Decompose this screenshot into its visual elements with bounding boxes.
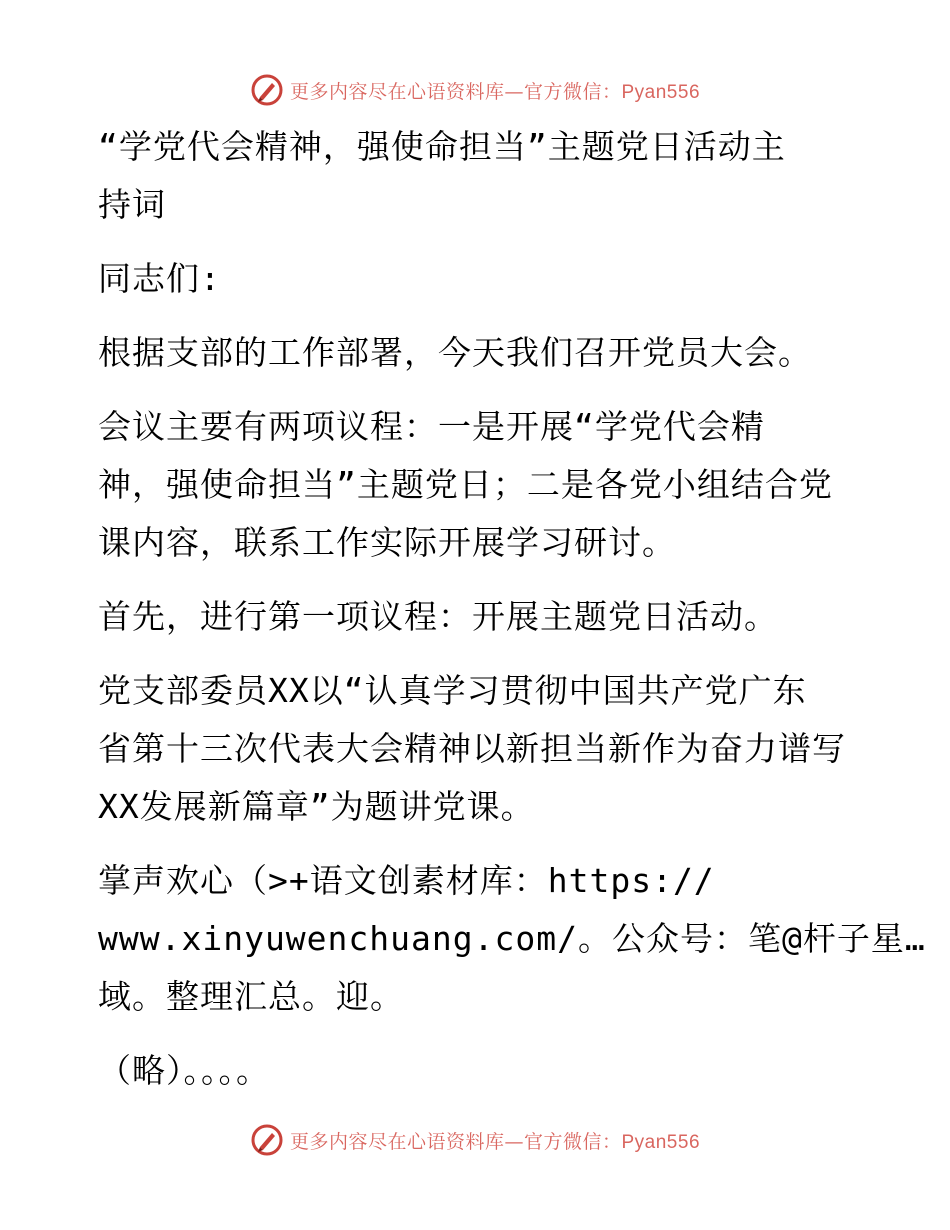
paragraph-line: 掌声欢心（>+语文创素材库：https:// bbox=[98, 861, 715, 900]
paragraph-line: 会议主要有两项议程：一是开展“学党代会精 bbox=[98, 407, 765, 446]
title-line: “学党代会精神，强使命担当”主题党日活动主 bbox=[98, 127, 786, 166]
banner-wechat-id: Pyan556 bbox=[621, 1131, 701, 1153]
paragraph-omitted bbox=[98, 1042, 853, 1100]
paragraph-line: 课内容，联系工作实际开展学习研讨。 bbox=[98, 523, 676, 562]
paragraph-line: XX发展新篇章”为题讲党课。 bbox=[98, 787, 535, 826]
banner-text bbox=[290, 1127, 700, 1154]
paragraph-line: （略）。。。。 bbox=[98, 1051, 270, 1090]
paragraph-line: 党支部委员XX以“认真学习贯彻中国共产党广东 bbox=[98, 671, 807, 710]
pen-logo-icon bbox=[250, 1123, 284, 1157]
banner-wechat-id: Pyan556 bbox=[621, 81, 701, 103]
paragraph-line: 根据支部的工作部署，今天我们召开党员大会。 bbox=[98, 333, 812, 372]
banner-label: 更多内容尽在心语资料库—官方微信： bbox=[289, 1130, 622, 1153]
paragraph-line: www.xinyuwenchuang.com/。公众号：笔@杆子星… bbox=[98, 919, 926, 958]
title-line: 持词 bbox=[98, 185, 166, 224]
document-body bbox=[98, 118, 926, 1116]
header-watermark-banner bbox=[0, 70, 950, 110]
footer-watermark-banner bbox=[0, 1120, 950, 1160]
paragraph-applause bbox=[98, 852, 926, 1026]
document-title bbox=[98, 118, 853, 234]
paragraph-line: 域。整理汇总。迎。 bbox=[98, 977, 404, 1016]
paragraph-intro bbox=[98, 324, 853, 382]
paragraph-line: 同志们: bbox=[98, 259, 221, 298]
paragraph-line: 省第十三次代表大会精神以新担当新作为奋力谱写 bbox=[98, 729, 846, 768]
banner-text bbox=[290, 77, 700, 104]
paragraph-first-item bbox=[98, 588, 853, 646]
paragraph-lecture bbox=[98, 662, 853, 836]
paragraph-line: 神，强使命担当”主题党日；二是各党小组结合党 bbox=[98, 465, 833, 504]
paragraph-line: 首先，进行第一项议程：开展主题党日活动。 bbox=[98, 597, 778, 636]
banner-label: 更多内容尽在心语资料库—官方微信： bbox=[289, 80, 622, 103]
pen-logo-icon bbox=[250, 73, 284, 107]
paragraph-greeting bbox=[98, 250, 853, 308]
paragraph-agenda bbox=[98, 398, 853, 572]
